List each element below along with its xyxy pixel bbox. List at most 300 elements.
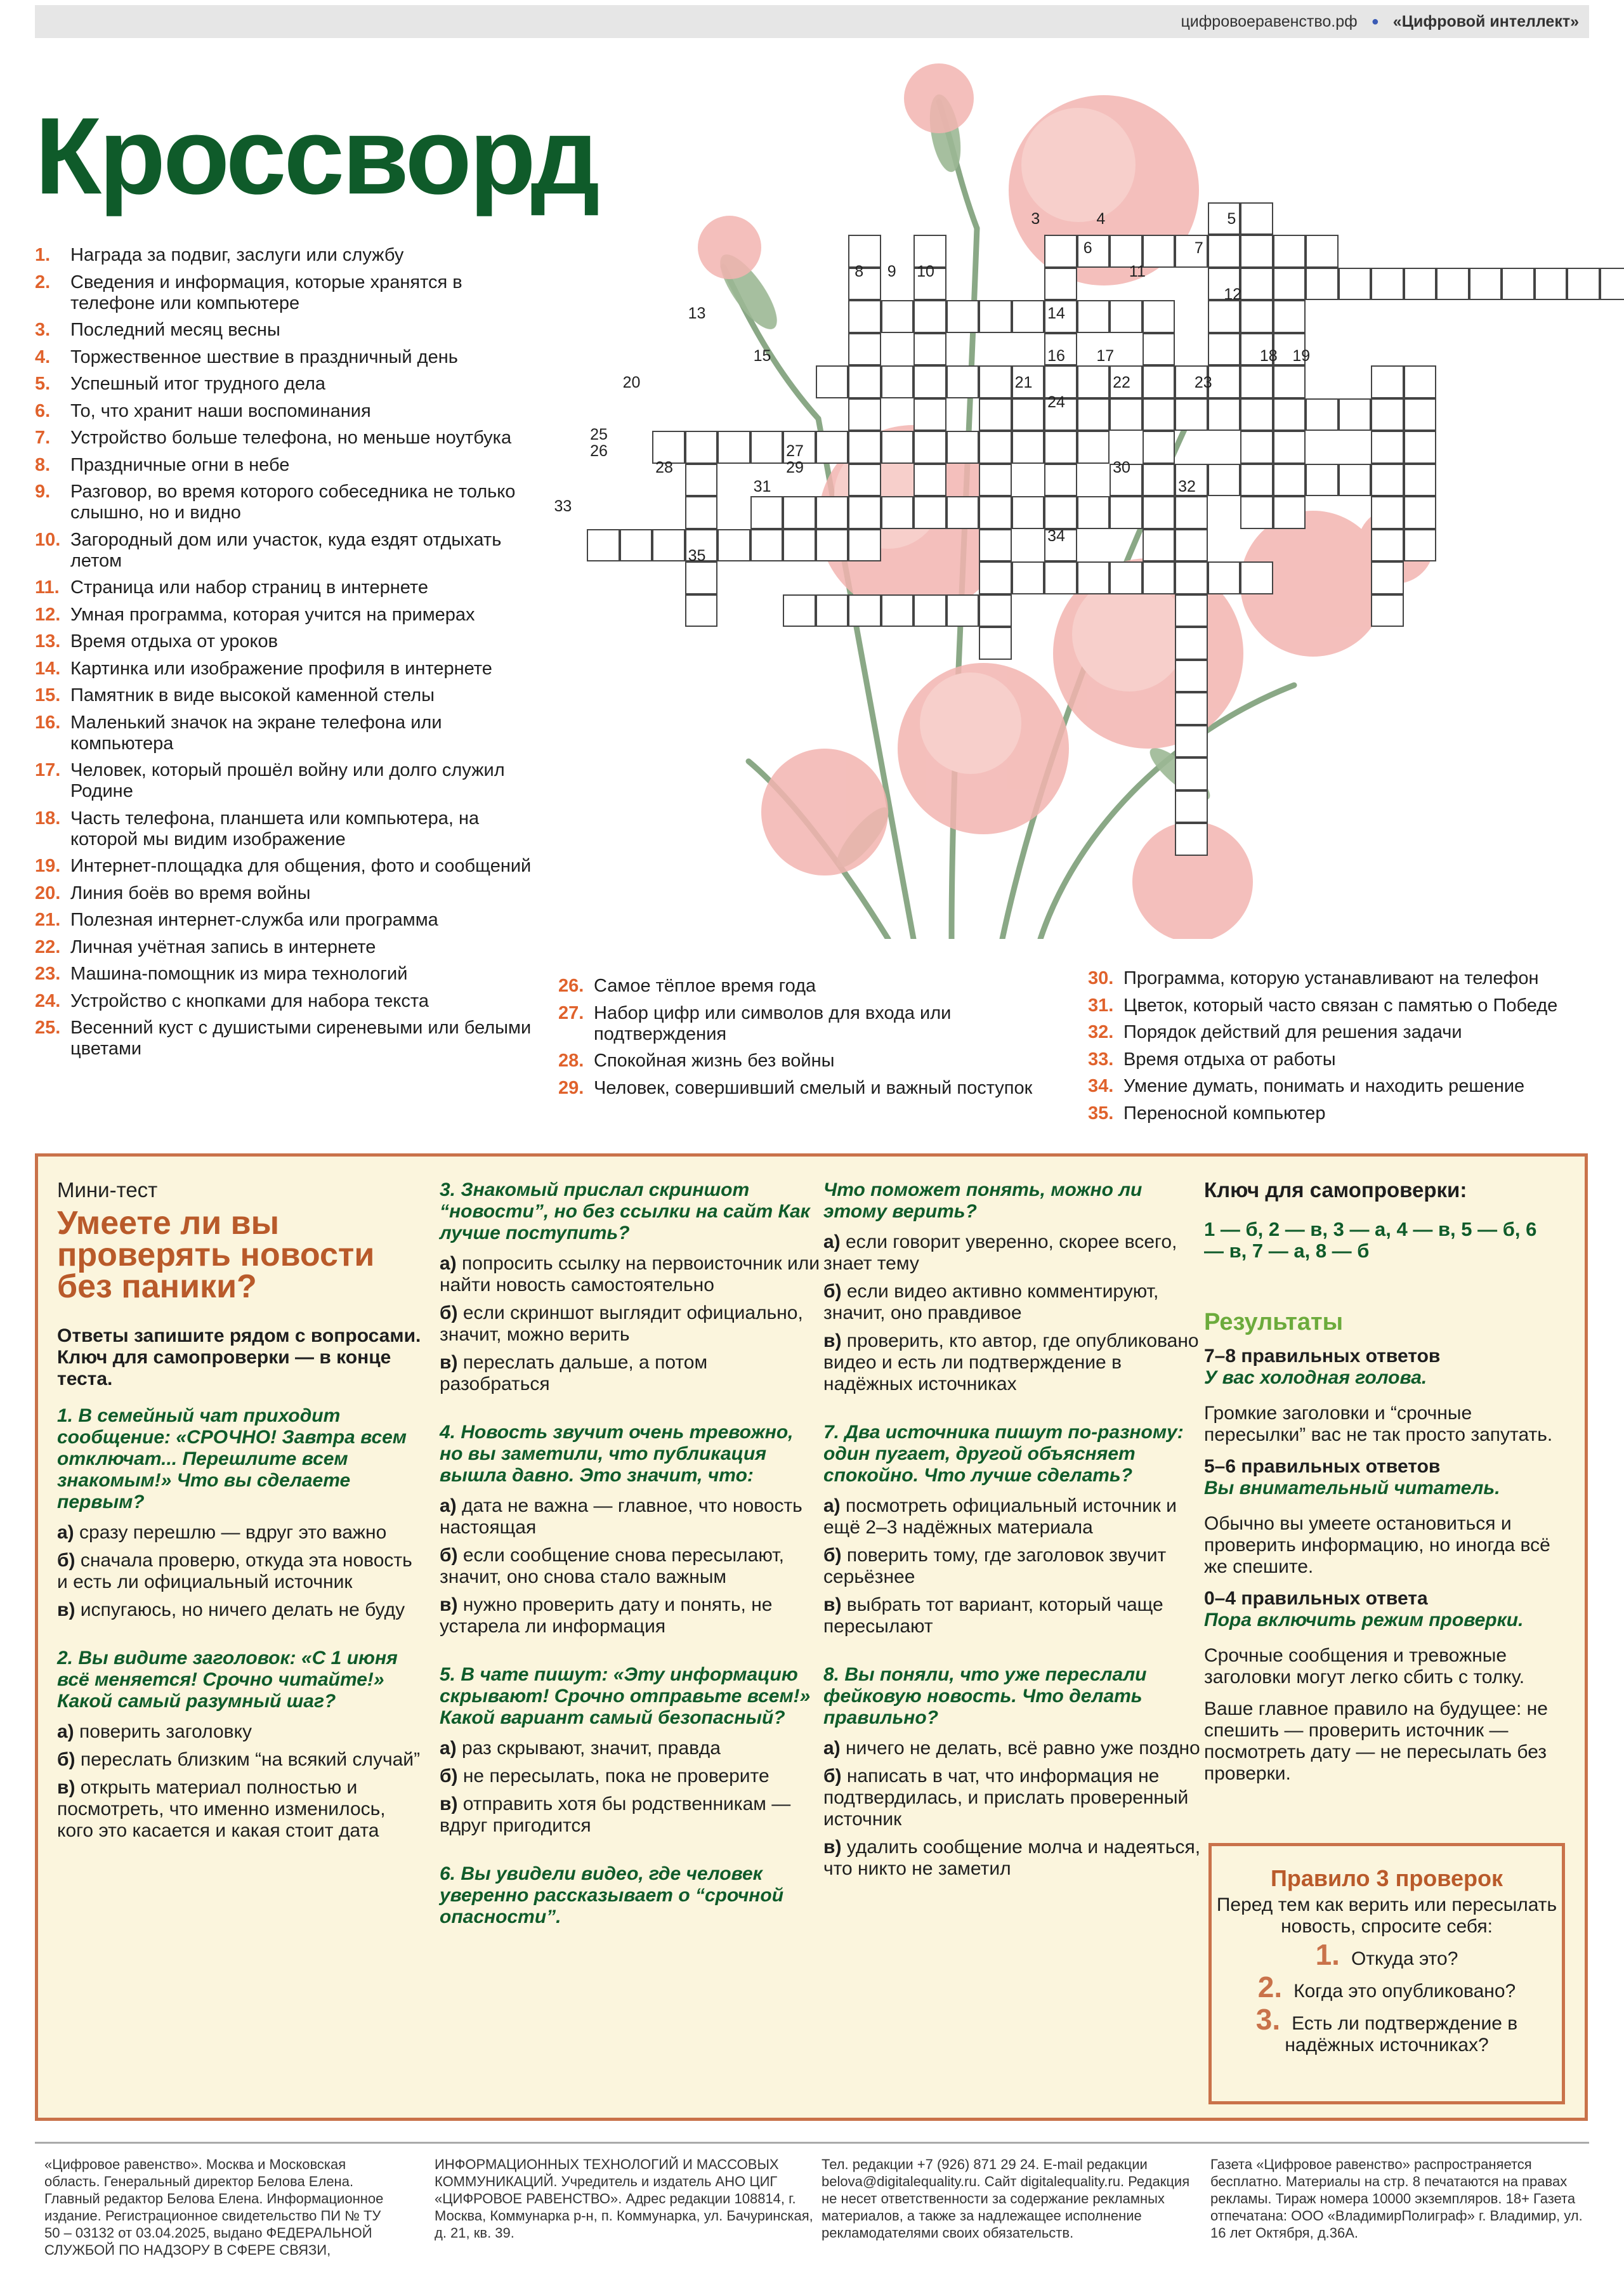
crossword-cell[interactable]: [1371, 268, 1404, 301]
crossword-cell[interactable]: [946, 431, 979, 464]
crossword-cell[interactable]: [1012, 431, 1045, 464]
clue-text: Памятник в виде высокой каменной стелы: [70, 685, 435, 705]
crossword-cell[interactable]: [1012, 561, 1045, 594]
crossword-cell[interactable]: [1143, 496, 1175, 529]
crossword-cell[interactable]: [1044, 235, 1077, 268]
crossword-cell[interactable]: [1175, 594, 1208, 627]
clue-number: 21.: [35, 910, 61, 930]
crossword-cell[interactable]: [946, 496, 979, 529]
crossword-cell[interactable]: [1012, 398, 1045, 431]
crossword-cell[interactable]: [1273, 464, 1306, 497]
answer-text: открыть материал полностью и посмотреть, что именно изменилось, кого это касается и какая стоит дата: [57, 1777, 386, 1841]
answer-option: [823, 1594, 1204, 1637]
crossword-cell[interactable]: [1208, 300, 1241, 333]
clue-grid-number: 18: [1259, 347, 1278, 365]
crossword-cell[interactable]: [783, 594, 816, 627]
clue-text: Человек, совершивший смелый и важный поступок: [594, 1077, 1033, 1098]
clue-grid-number: 17: [1096, 347, 1115, 365]
crossword-cell[interactable]: [1273, 268, 1306, 301]
crossword-cell[interactable]: [914, 431, 946, 464]
crossword-cell[interactable]: [979, 398, 1012, 431]
clue-text: Интернет-площадка для общения, фото и сообщений: [70, 856, 532, 876]
crossword-cell[interactable]: [1208, 464, 1241, 497]
crossword-cell[interactable]: [979, 627, 1012, 660]
clue-item: [558, 976, 1053, 997]
answer-text: не пересылать, пока не проверите: [462, 1766, 769, 1787]
answer-option: [440, 1302, 820, 1346]
question-5: [440, 1664, 820, 1837]
crossword-cell[interactable]: [979, 496, 1012, 529]
answer-label: в): [440, 1352, 463, 1373]
crossword-cell[interactable]: [1110, 561, 1143, 594]
clue-number: 23.: [35, 964, 61, 984]
test-kicker: Мини-тест: [57, 1178, 158, 1202]
crossword-cell[interactable]: [1044, 496, 1077, 529]
crossword-cell[interactable]: [881, 431, 914, 464]
crossword-cell[interactable]: [1143, 300, 1175, 333]
crossword-cell[interactable]: [848, 365, 881, 398]
clue-number: 29.: [558, 1077, 584, 1098]
crossword-cell[interactable]: [652, 529, 685, 562]
clue-text: Машина-помощник из мира технологий: [70, 964, 408, 984]
clue-number: 2.: [35, 272, 51, 292]
crossword-cell[interactable]: [848, 398, 881, 431]
crossword-cell[interactable]: [1175, 496, 1208, 529]
clue-text: То, что хранит наши воспоминания: [70, 400, 371, 421]
rule-item: [1212, 1938, 1562, 1971]
question-text: Что поможет понять, можно ли этому верить?: [823, 1179, 1143, 1222]
question-3: [440, 1179, 820, 1395]
clue-number: 28.: [558, 1051, 584, 1071]
crossword-cell[interactable]: [717, 529, 750, 562]
result-3-text: Срочные сообщения и тревожные заголовки могут легко сбить с толку.: [1204, 1645, 1525, 1688]
clue-number: 26.: [558, 976, 584, 996]
crossword-cell[interactable]: [946, 300, 979, 333]
answer-option: [823, 1837, 1204, 1880]
crossword-cell[interactable]: [1044, 431, 1077, 464]
clue-grid-number: 34: [1047, 527, 1065, 545]
question-1: [57, 1405, 425, 1621]
crossword-cell[interactable]: [1273, 496, 1306, 529]
crossword-cell[interactable]: [1371, 431, 1404, 464]
crossword-cell[interactable]: [816, 594, 849, 627]
crossword-cell[interactable]: [1143, 529, 1175, 562]
crossword-cell[interactable]: [1306, 464, 1339, 497]
bullet-icon: ●: [1371, 14, 1379, 29]
clue-item: [1088, 1103, 1608, 1124]
answer-label: а): [440, 1253, 462, 1274]
crossword-cell[interactable]: [783, 496, 816, 529]
crossword-cell[interactable]: [1371, 529, 1404, 562]
clue-number: 7.: [35, 428, 51, 448]
clue-number: 22.: [35, 936, 61, 957]
test-headline: Умеете ли вы проверять новости без паники?: [57, 1205, 375, 1305]
crossword-cell[interactable]: [881, 300, 914, 333]
crossword-cell[interactable]: [1044, 561, 1077, 594]
crossword-cell[interactable]: [1110, 496, 1143, 529]
result-3-verdict: Пора включить режим проверки.: [1204, 1610, 1524, 1630]
crossword-cell[interactable]: [620, 529, 653, 562]
crossword-cell[interactable]: [1143, 333, 1175, 366]
crossword-cell[interactable]: [1143, 561, 1175, 594]
crossword-cell[interactable]: [979, 594, 1012, 627]
crossword-cell[interactable]: [1240, 268, 1273, 301]
mini-test-box: [35, 1153, 1588, 2121]
clue-text: Спокойная жизнь без войны: [594, 1051, 835, 1071]
crossword-cell[interactable]: [1012, 300, 1045, 333]
answer-text: попросить ссылку на первоисточник или найти новость самостоятельно: [440, 1253, 820, 1295]
crossword-cell[interactable]: [1273, 235, 1306, 268]
crossword-cell[interactable]: [848, 496, 881, 529]
crossword-cell[interactable]: [848, 235, 881, 268]
crossword-cell[interactable]: [848, 268, 881, 301]
crossword-cell[interactable]: [685, 594, 718, 627]
clue-item: [35, 245, 542, 266]
answer-text: если скриншот выглядит официально, значит, можно верить: [440, 1302, 803, 1345]
clue-item: [35, 937, 542, 958]
crossword-cell[interactable]: [1175, 757, 1208, 790]
crossword-cell[interactable]: [848, 300, 881, 333]
crossword-cell[interactable]: [816, 365, 849, 398]
answer-text: нужно проверить дату и понять, не устарела ли информация: [440, 1594, 773, 1637]
rule-heading: Правило 3 проверок: [1271, 1865, 1503, 1891]
crossword-cell[interactable]: [914, 496, 946, 529]
clue-text: Умная программа, которая учится на примерах: [70, 604, 475, 625]
crossword-cell[interactable]: [979, 365, 1012, 398]
crossword-cell[interactable]: [717, 431, 750, 464]
crossword-cell[interactable]: [1371, 464, 1404, 497]
clue-item: [35, 482, 542, 523]
answer-option: [440, 1545, 820, 1588]
crossword-cell[interactable]: [1044, 268, 1077, 301]
crossword-cell[interactable]: [1240, 464, 1273, 497]
crossword-cell[interactable]: [1404, 431, 1437, 464]
answer-label: в): [440, 1594, 463, 1615]
crossword-cell[interactable]: [1208, 561, 1241, 594]
answer-text: переслать дальше, а потом разобраться: [440, 1352, 708, 1394]
crossword-cell[interactable]: [1077, 398, 1110, 431]
crossword-cell[interactable]: [750, 431, 783, 464]
clue-item: [35, 1018, 542, 1059]
crossword-cell[interactable]: [848, 333, 881, 366]
clue-item: [35, 910, 542, 931]
crossword-cell[interactable]: [1077, 365, 1110, 398]
crossword-cell[interactable]: [1240, 365, 1273, 398]
clue-text: Время отдыха от работы: [1123, 1049, 1336, 1070]
rule-item-text: Когда это опубликовано?: [1293, 1981, 1516, 2002]
crossword-cell[interactable]: [1404, 268, 1437, 301]
crossword-cell[interactable]: [914, 464, 946, 497]
crossword-cell[interactable]: [1404, 464, 1437, 497]
clue-grid-number: 9: [887, 262, 896, 280]
clue-number: 8.: [35, 454, 51, 475]
crossword-cell[interactable]: [1339, 464, 1372, 497]
crossword-cell[interactable]: [1175, 561, 1208, 594]
clue-item: [35, 374, 542, 395]
clue-text: Картинка или изображение профиля в интернете: [70, 658, 492, 679]
key-text: 1 — б, 2 — в, 3 — а, 4 — в, 5 — б, 6 — в, 7 — а, 8 — б: [1204, 1218, 1537, 1262]
clue-item: [35, 685, 542, 706]
crossword-cell[interactable]: [1404, 496, 1437, 529]
crossword-cell[interactable]: [1175, 660, 1208, 693]
result-2-title: 5–6 правильных ответов: [1204, 1456, 1441, 1477]
crossword-cell[interactable]: [1469, 268, 1502, 301]
section-name: «Цифровой интеллект»: [1392, 12, 1579, 30]
crossword-cell[interactable]: [979, 561, 1012, 594]
crossword-cell[interactable]: [1339, 398, 1372, 431]
result-2-text: Обычно вы умеете остановиться и проверить информацию, но иногда всё же спешите.: [1204, 1513, 1550, 1577]
crossword-cell[interactable]: [1240, 202, 1273, 235]
crossword-cell[interactable]: [1143, 365, 1175, 398]
crossword-cell[interactable]: [1175, 627, 1208, 660]
rule-item-text: Есть ли подтверждение в надёжных источниках?: [1285, 2013, 1518, 2056]
crossword-cell[interactable]: [1404, 398, 1437, 431]
crossword-cell[interactable]: [979, 529, 1012, 562]
answer-label: б): [57, 1550, 81, 1571]
crossword-cell[interactable]: [848, 464, 881, 497]
crossword-cell[interactable]: [1175, 529, 1208, 562]
crossword-cell[interactable]: [1240, 398, 1273, 431]
test-column-3: [823, 1179, 1204, 1906]
clue-number: 4.: [35, 346, 51, 367]
clue-number: 33.: [1088, 1049, 1114, 1070]
answer-text: посмотреть официальный источник и ещё 2–3 надёжных материала: [823, 1495, 1177, 1538]
clue-number: 25.: [35, 1018, 61, 1038]
footer-divider: [35, 2142, 1589, 2144]
crossword-cell[interactable]: [1535, 268, 1568, 301]
crossword-cell[interactable]: [914, 300, 946, 333]
crossword-cell[interactable]: [1404, 529, 1437, 562]
crossword-cell[interactable]: [1371, 496, 1404, 529]
crossword-cell[interactable]: [1208, 398, 1241, 431]
answer-label: а): [440, 1738, 462, 1759]
answer-option: [57, 1550, 425, 1593]
answer-option: [440, 1594, 820, 1637]
crossword-cell[interactable]: [1240, 300, 1273, 333]
crossword-cell[interactable]: [1371, 594, 1404, 627]
crossword-cell[interactable]: [587, 529, 620, 562]
crossword-cell[interactable]: [750, 496, 783, 529]
clue-text: Человек, который прошёл войну или долго служил Родине: [70, 760, 505, 801]
clue-item: [35, 631, 542, 652]
crossword-cell[interactable]: [1273, 431, 1306, 464]
crossword-cell[interactable]: [914, 398, 946, 431]
crossword-cell[interactable]: [1240, 496, 1273, 529]
crossword-cell[interactable]: [1306, 235, 1339, 268]
crossword-cell[interactable]: [1044, 464, 1077, 497]
question-text: 6. Вы увидели видео, где человек уверенно рассказывает о “срочной опасности”.: [440, 1863, 784, 1927]
clue-grid-number: 32: [1178, 478, 1196, 496]
crossword-area: [554, 63, 1592, 939]
question-text: 3. Знакомый прислал скриншот “новости”, но без ссылки на сайт Как лучше поступить?: [440, 1179, 810, 1243]
answer-option: [440, 1253, 820, 1296]
clue-grid-number: 33: [554, 497, 572, 516]
crossword-cell[interactable]: [881, 594, 914, 627]
clue-number: 3.: [35, 320, 51, 340]
crossword-cell[interactable]: [1110, 398, 1143, 431]
crossword-cell[interactable]: [816, 529, 849, 562]
crossword-cell[interactable]: [1077, 496, 1110, 529]
crossword-cell[interactable]: [848, 529, 881, 562]
crossword-cell[interactable]: [979, 464, 1012, 497]
clue-item: [35, 760, 542, 802]
crossword-cell[interactable]: [1110, 300, 1143, 333]
crossword-cell[interactable]: [1175, 725, 1208, 758]
clue-number: 20.: [35, 882, 61, 903]
crossword-cell[interactable]: [979, 431, 1012, 464]
crossword-cell[interactable]: [783, 529, 816, 562]
clue-item: [35, 808, 542, 850]
answer-label: а): [823, 1738, 846, 1759]
crossword-cell[interactable]: [1240, 431, 1273, 464]
crossword-cell[interactable]: [1339, 268, 1372, 301]
crossword-cell[interactable]: [914, 333, 946, 366]
clue-grid-number: 14: [1047, 305, 1065, 323]
key-heading: Ключ для самопроверки:: [1204, 1178, 1467, 1202]
rule-item-number: 2.: [1257, 1971, 1283, 2003]
question-6-continued: [823, 1179, 1204, 1395]
crossword-cell[interactable]: [750, 529, 783, 562]
clue-text: Праздничные огни в небе: [70, 454, 290, 475]
crossword-cell[interactable]: [685, 431, 718, 464]
answer-text: выбрать тот вариант, который чаще пересылают: [823, 1594, 1163, 1637]
clue-item: [35, 455, 542, 476]
crossword-cell[interactable]: [1371, 398, 1404, 431]
crossword-cell[interactable]: [1502, 268, 1535, 301]
results-heading: Результаты: [1204, 1309, 1344, 1335]
crossword-cell[interactable]: [1208, 333, 1241, 366]
clue-text: Успешный итог трудного дела: [70, 374, 326, 394]
answer-text: если говорит уверенно, скорее всего, знает тему: [823, 1231, 1177, 1274]
answer-text: переслать близким “на всякий случай”: [80, 1749, 421, 1770]
answer-option: [57, 1522, 425, 1544]
crossword-cell[interactable]: [1306, 268, 1339, 301]
crossword-cell[interactable]: [946, 594, 979, 627]
crossword-cell[interactable]: [914, 594, 946, 627]
crossword-cell[interactable]: [914, 365, 946, 398]
clue-text: Устройство с кнопками для набора текста: [70, 990, 429, 1011]
crossword-cell[interactable]: [1371, 365, 1404, 398]
crossword-cell[interactable]: [1567, 268, 1600, 301]
rule-item: [1212, 1971, 1562, 2003]
clue-text: Время отдыха от уроков: [70, 631, 278, 652]
crossword-cell[interactable]: [1143, 464, 1175, 497]
crossword-cell[interactable]: [1077, 300, 1110, 333]
crossword-cell[interactable]: [881, 365, 914, 398]
clue-grid-number: 31: [753, 478, 771, 496]
answer-option: [440, 1738, 820, 1759]
crossword-cell[interactable]: [1143, 398, 1175, 431]
clue-grid-number: 24: [1047, 393, 1065, 411]
clue-number: 34.: [1088, 1076, 1114, 1096]
crossword-cell[interactable]: [979, 300, 1012, 333]
crossword-cell[interactable]: [685, 496, 718, 529]
crossword-cell[interactable]: [1175, 790, 1208, 823]
clue-grid-number: 21: [1014, 373, 1033, 391]
clue-grid-number: 13: [688, 305, 706, 323]
crossword-cell[interactable]: [848, 431, 881, 464]
crossword-cell[interactable]: [1273, 365, 1306, 398]
crossword-cell[interactable]: [685, 464, 718, 497]
crossword-cell[interactable]: [816, 431, 849, 464]
clue-item: [35, 964, 542, 985]
clue-text: Разговор, во время которого собеседника не только слышно, но и видно: [70, 482, 516, 523]
crossword-cell[interactable]: [1175, 823, 1208, 856]
crossword-cell[interactable]: [1208, 235, 1241, 268]
answer-label: в): [440, 1793, 463, 1814]
clue-item: [1088, 968, 1608, 989]
clue-grid-number: 10: [917, 262, 934, 280]
answer-text: сначала проверю, откуда эта новость и есть ли официальный источник: [57, 1550, 412, 1592]
clue-grid-number: 20: [622, 373, 641, 391]
clue-text: Страница или набор страниц в интернете: [70, 577, 429, 598]
footer-col-2: ИНФОРМАЦИОННЫХ ТЕХНОЛОГИЙ И МАССОВЫХ КОММУНИКАЦИЙ. Учредитель и издатель АНО ЦИГ «ЦИФРОВОЕ РАВЕНСТВО». Адрес редакции 108814, г. Москва, Коммунарка р-н, п. Коммунарка, ул. Бачуринская, д. 21, кв. 39.: [435, 2156, 813, 2241]
main-rule-text: Ваше главное правило на будущее: не спешить — проверить источник — посмотреть дату — не пересылать без проверки.: [1204, 1698, 1548, 1784]
crossword-cell[interactable]: [1273, 398, 1306, 431]
rule-item: [1212, 2003, 1562, 2056]
rule-list: [1212, 1938, 1562, 2056]
crossword-cell[interactable]: [1143, 431, 1175, 464]
answer-label: в): [823, 1594, 847, 1615]
answer-option: [823, 1766, 1204, 1830]
answer-text: удалить сообщение молча и надеяться, что никто не заметил: [823, 1837, 1201, 1879]
clue-number: 32.: [1088, 1022, 1114, 1042]
rule-item-text: Откуда это?: [1351, 1948, 1458, 1969]
answer-label: в): [57, 1777, 81, 1798]
crossword-cell[interactable]: [946, 365, 979, 398]
crossword-cell[interactable]: [816, 496, 849, 529]
crossword-cell[interactable]: [1208, 365, 1241, 398]
test-intro: Ответы запишите рядом с вопросами. Ключ для самопроверки — в конце теста.: [57, 1325, 421, 1389]
clue-item: [1088, 1049, 1608, 1070]
crossword-cell[interactable]: [1436, 268, 1469, 301]
clue-text: Весенний куст с душистыми сиреневыми или белыми цветами: [70, 1018, 532, 1059]
crossword-cell[interactable]: [1012, 496, 1045, 529]
crossword-cell[interactable]: [881, 496, 914, 529]
crossword-cell[interactable]: [1175, 692, 1208, 725]
clue-item: [35, 577, 542, 598]
crossword-cell[interactable]: [1175, 398, 1208, 431]
crossword-cell[interactable]: [1240, 235, 1273, 268]
crossword-cell[interactable]: [1240, 561, 1273, 594]
answer-label: б): [823, 1766, 847, 1787]
rule-intro: Перед тем как верить или пересылать новость, спросите себя:: [1216, 1894, 1557, 1937]
crossword-cell[interactable]: [1143, 235, 1175, 268]
footer-col-3: Тел. редакции +7 (926) 871 29 24. E-mail редакции belova@digitalequality.ru. Сайт digitalequality.ru. Редакция не несет ответственности за содержание рекламных материалов, а также за надлежащее исполнение рекламодателями своих обязательств.: [822, 2156, 1190, 2241]
crossword-cell[interactable]: [1077, 561, 1110, 594]
question-8: [823, 1664, 1204, 1880]
clue-number: 9.: [35, 482, 51, 502]
crossword-cell[interactable]: [848, 594, 881, 627]
clue-grid-number: 29: [786, 458, 804, 476]
answer-option: [823, 1231, 1204, 1275]
answer-option: [823, 1495, 1204, 1538]
crossword-cell[interactable]: [1077, 235, 1110, 268]
clue-number: 5.: [35, 374, 51, 394]
crossword-cell[interactable]: [1273, 300, 1306, 333]
answer-label: б): [440, 1545, 463, 1566]
crossword-cell[interactable]: [1404, 365, 1437, 398]
crossword-cell[interactable]: [1306, 398, 1339, 431]
clue-list-2: [558, 976, 1053, 1105]
answer-option: [823, 1545, 1204, 1588]
clue-number: 24.: [35, 990, 61, 1011]
crossword-cell[interactable]: [1077, 431, 1110, 464]
crossword-cell[interactable]: [1371, 561, 1404, 594]
crossword-cell[interactable]: [1600, 268, 1624, 301]
crossword-cell[interactable]: [685, 561, 718, 594]
clue-text: Торжественное шествие в праздничный день: [70, 346, 458, 367]
